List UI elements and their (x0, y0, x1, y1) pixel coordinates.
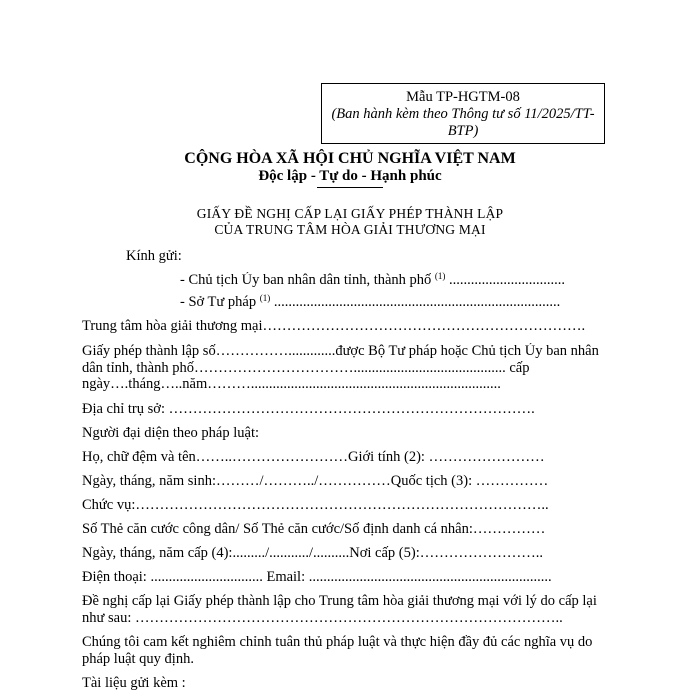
recipient-chairman-text: - Chủ tịch Ủy ban nhân dân tỉnh, thành phố (180, 272, 432, 288)
national-title: CỘNG HÒA XÃ HỘI CHỦ NGHĨA VIỆT NAM (184, 150, 516, 167)
recipient-chairman (180, 272, 620, 289)
document-title-line2: CỦA TRUNG TÂM HÒA GIẢI THƯƠNG MẠI (214, 222, 486, 237)
commitment-line2: pháp luật quy định. (82, 651, 194, 667)
position-field: Chức vụ:………………………………………………………………………….. (82, 497, 549, 513)
request-line1: Đề nghị cấp lại Giấy phép thành lập cho Trung tâm hòa giải thương mại với lý do cấp lại (82, 593, 597, 609)
name-gender-field: Họ, chữ đệm và tên……..……………………Giới tính (2): …………………… (82, 449, 545, 465)
recipient-justice-dept (180, 294, 620, 311)
form-code-box (321, 83, 605, 144)
commitment-line1: Chúng tôi cam kết nghiêm chỉnh tuân thủ pháp luật và thực hiện đầy đủ các nghĩa vụ do (82, 634, 593, 650)
license-line2: dân tỉnh, thành phố…………………………….......................................... cấp (82, 360, 530, 376)
license-line3: ngày….tháng…..năm………..................................................................... (82, 376, 501, 392)
document-title-line1: GIẤY ĐỀ NGHỊ CẤP LẠI GIẤY PHÉP THÀNH LẬP (196, 206, 504, 221)
issue-info-field: Ngày, tháng, năm cấp (4):........./.........../..........Nơi cấp (5):…………………….. (82, 545, 543, 561)
center-name-field: Trung tâm hòa giải thương mại…………………………………………………………. (82, 318, 586, 334)
phone-email-field: Điện thoại: ............................... Email: ................................................................... (82, 569, 552, 585)
representative-label: Người đại diện theo pháp luật: (82, 425, 260, 441)
national-motto: Độc lập - Tự do - Hạnh phúc (258, 168, 442, 184)
recipient-chairman-dots: ................................ (449, 272, 566, 288)
form-issued-by: (Ban hành kèm theo Thông tư số 11/2025/TT-BTP) (331, 106, 595, 139)
motto-underline (317, 187, 383, 188)
id-number-field: Số Thẻ căn cước công dân/ Số Thẻ căn cước/Số định danh cá nhân:…………… (82, 521, 546, 537)
recipient-justice-text: - Sở Tư pháp (180, 294, 257, 310)
form-code: Mẫu TP-HGTM-08 (406, 89, 520, 105)
salutation: Kính gửi: (126, 248, 182, 264)
recipient-chairman-note: (1) (434, 272, 446, 281)
license-line1: Giấy phép thành lập số…………….............được Bộ Tư pháp hoặc Chủ tịch Ủy ban nhân (82, 343, 599, 359)
attachments-label: Tài liệu gửi kèm : (82, 675, 186, 691)
dob-nationality-field: Ngày, tháng, năm sinh:………/………../……………Quốc tịch (3): …………… (82, 473, 549, 489)
headquarters-field: Địa chỉ trụ sở: …………………………………………………………………. (82, 401, 535, 417)
request-line2: như sau: …………………………………………………………………………….. (82, 610, 563, 626)
recipient-justice-note: (1) (259, 294, 271, 303)
recipient-justice-dots: ............................................................................... (273, 294, 561, 310)
